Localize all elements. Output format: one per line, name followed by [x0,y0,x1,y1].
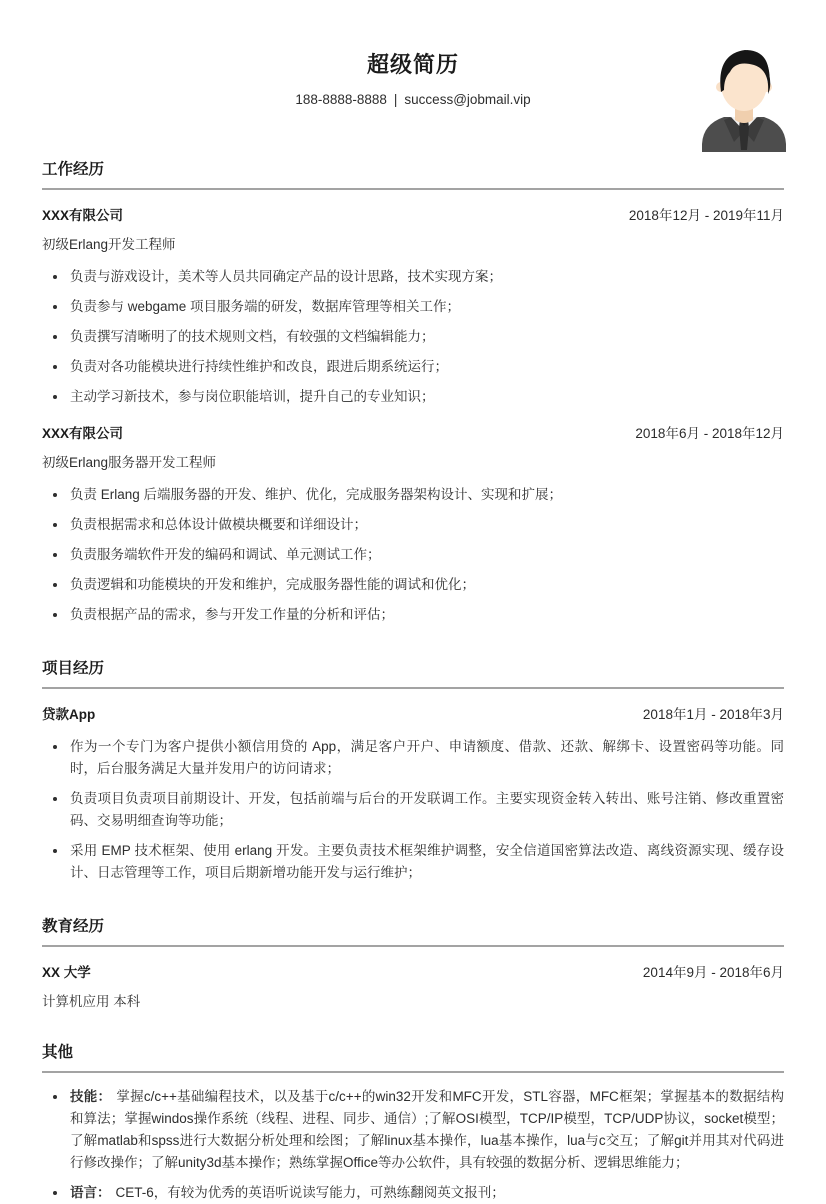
work-dates: 2018年6月 - 2018年12月 [635,426,784,441]
other-section-title: 其他 [42,1040,784,1073]
project-entry-head [42,703,784,723]
education-entry [42,961,784,1010]
job-title: 初级Erlang开发工程师 [42,237,176,252]
work-entry-head [42,204,784,224]
other-bullet-list [42,1086,784,1204]
company-name: XXX有限公司 [42,426,124,441]
project-name: 贷款App [42,707,96,722]
education-entry-head [42,961,784,981]
skills-text: 掌握c/c++基础编程技术，以及基于c/c++的win32开发和MFC开发，STL容器，MFC框架；掌握基本的数据结构和算法；掌握windos操作系统（线程、进程、同步、通信）;了解OSI模型，TCP/IP模型，TCP/UDP协议，socket模型；了解matlab和spss进行大数据分析处理和绘图；了解linux基本操作，lua基本操作，lua与c交互；了解git并用其对代码进行修改操作；了解unity3d基本操作；熟练掌握Office等办公软件，具有较强的数据分析、逻辑思维能力； [70,1089,785,1170]
project-entry [42,703,784,884]
work-section-title: 工作经历 [42,157,784,190]
education-dates: 2014年9月 - 2018年6月 [642,965,784,980]
project-bullet-list [42,736,784,884]
school-name: XX 大学 [42,965,91,980]
education-section-title: 教育经历 [42,914,784,947]
project-bullet: • 负责项目负责项目前期设计、开发，包括前端与后台的开发联调工作。主要实现资金转入转出、账号注销、修改重置密码、交易明细查询等功能； [68,788,784,832]
work-bullet-list [42,484,784,626]
contact-separator: | [393,92,398,107]
projects-section-title: 项目经历 [42,656,784,689]
project-bullet: • 采用 EMP 技术框架、使用 erlang 开发。主要负责技术框架维护调整，安全信道国密算法改造、离线资源实现、缓存设计、日志管理等工作，项目后期新增功能开发与运行维护； [68,840,784,884]
skills-label: 技能： [70,1089,112,1104]
avatar [698,40,790,152]
phone-number: 188-8888-8888 [295,92,387,107]
section-work-experience [42,157,784,626]
work-entry [42,204,784,408]
language-bullet [68,1182,784,1204]
work-entry-head [42,422,784,442]
language-label: 语言： [70,1185,111,1200]
project-bullet: • 作为一个专门为客户提供小额信用贷的 App，满足客户开户、申请额度、借款、还款、解绑卡、设置密码等功能。同时，后台服务满足大量并发用户的访问请求； [68,736,784,780]
degree-major: 计算机应用 本科 [42,994,141,1009]
email-address: success@jobmail.vip [404,92,531,107]
work-bullet: • 负责根据产品的需求，参与开发工作量的分析和评估； [68,604,784,626]
work-bullet: • 负责撰写清晰明了的技术规则文档，有较强的文档编辑能力； [68,326,784,348]
contact-line [42,92,784,107]
project-dates: 2018年1月 - 2018年3月 [642,707,784,722]
work-bullet: • 负责服务端软件开发的编码和调试、单元测试工作； [68,544,784,566]
male-avatar-icon [698,40,790,152]
work-bullet: • 负责对各功能模块进行持续性维护和改良，跟进后期系统运行； [68,356,784,378]
job-title: 初级Erlang服务器开发工程师 [42,455,217,470]
work-bullet: • 负责参与 webgame 项目服务端的研发，数据库管理等相关工作； [68,296,784,318]
work-bullet: • 负责 Erlang 后端服务器的开发、维护、优化，完成服务器架构设计、实现和扩展； [68,484,784,506]
section-education [42,914,784,1010]
language-text: CET-6，有较为优秀的英语听说读写能力，可熟练翻阅英文报刊； [115,1185,505,1200]
section-other [42,1040,784,1204]
work-bullet-list [42,266,784,408]
work-bullet: • 负责根据需求和总体设计做模块概要和详细设计； [68,514,784,536]
work-dates: 2018年12月 - 2019年11月 [628,208,784,223]
work-entry [42,422,784,626]
section-project-experience [42,656,784,884]
resume-header [42,48,784,107]
candidate-name: 超级简历 [366,52,459,77]
work-bullet: • 负责与游戏设计，美术等人员共同确定产品的设计思路，技术实现方案； [68,266,784,288]
work-bullet: • 负责逻辑和功能模块的开发和维护，完成服务器性能的调试和优化； [68,574,784,596]
company-name: XXX有限公司 [42,208,124,223]
work-bullet: • 主动学习新技术，参与岗位职能培训，提升自己的专业知识； [68,386,784,408]
skills-bullet [68,1086,784,1174]
